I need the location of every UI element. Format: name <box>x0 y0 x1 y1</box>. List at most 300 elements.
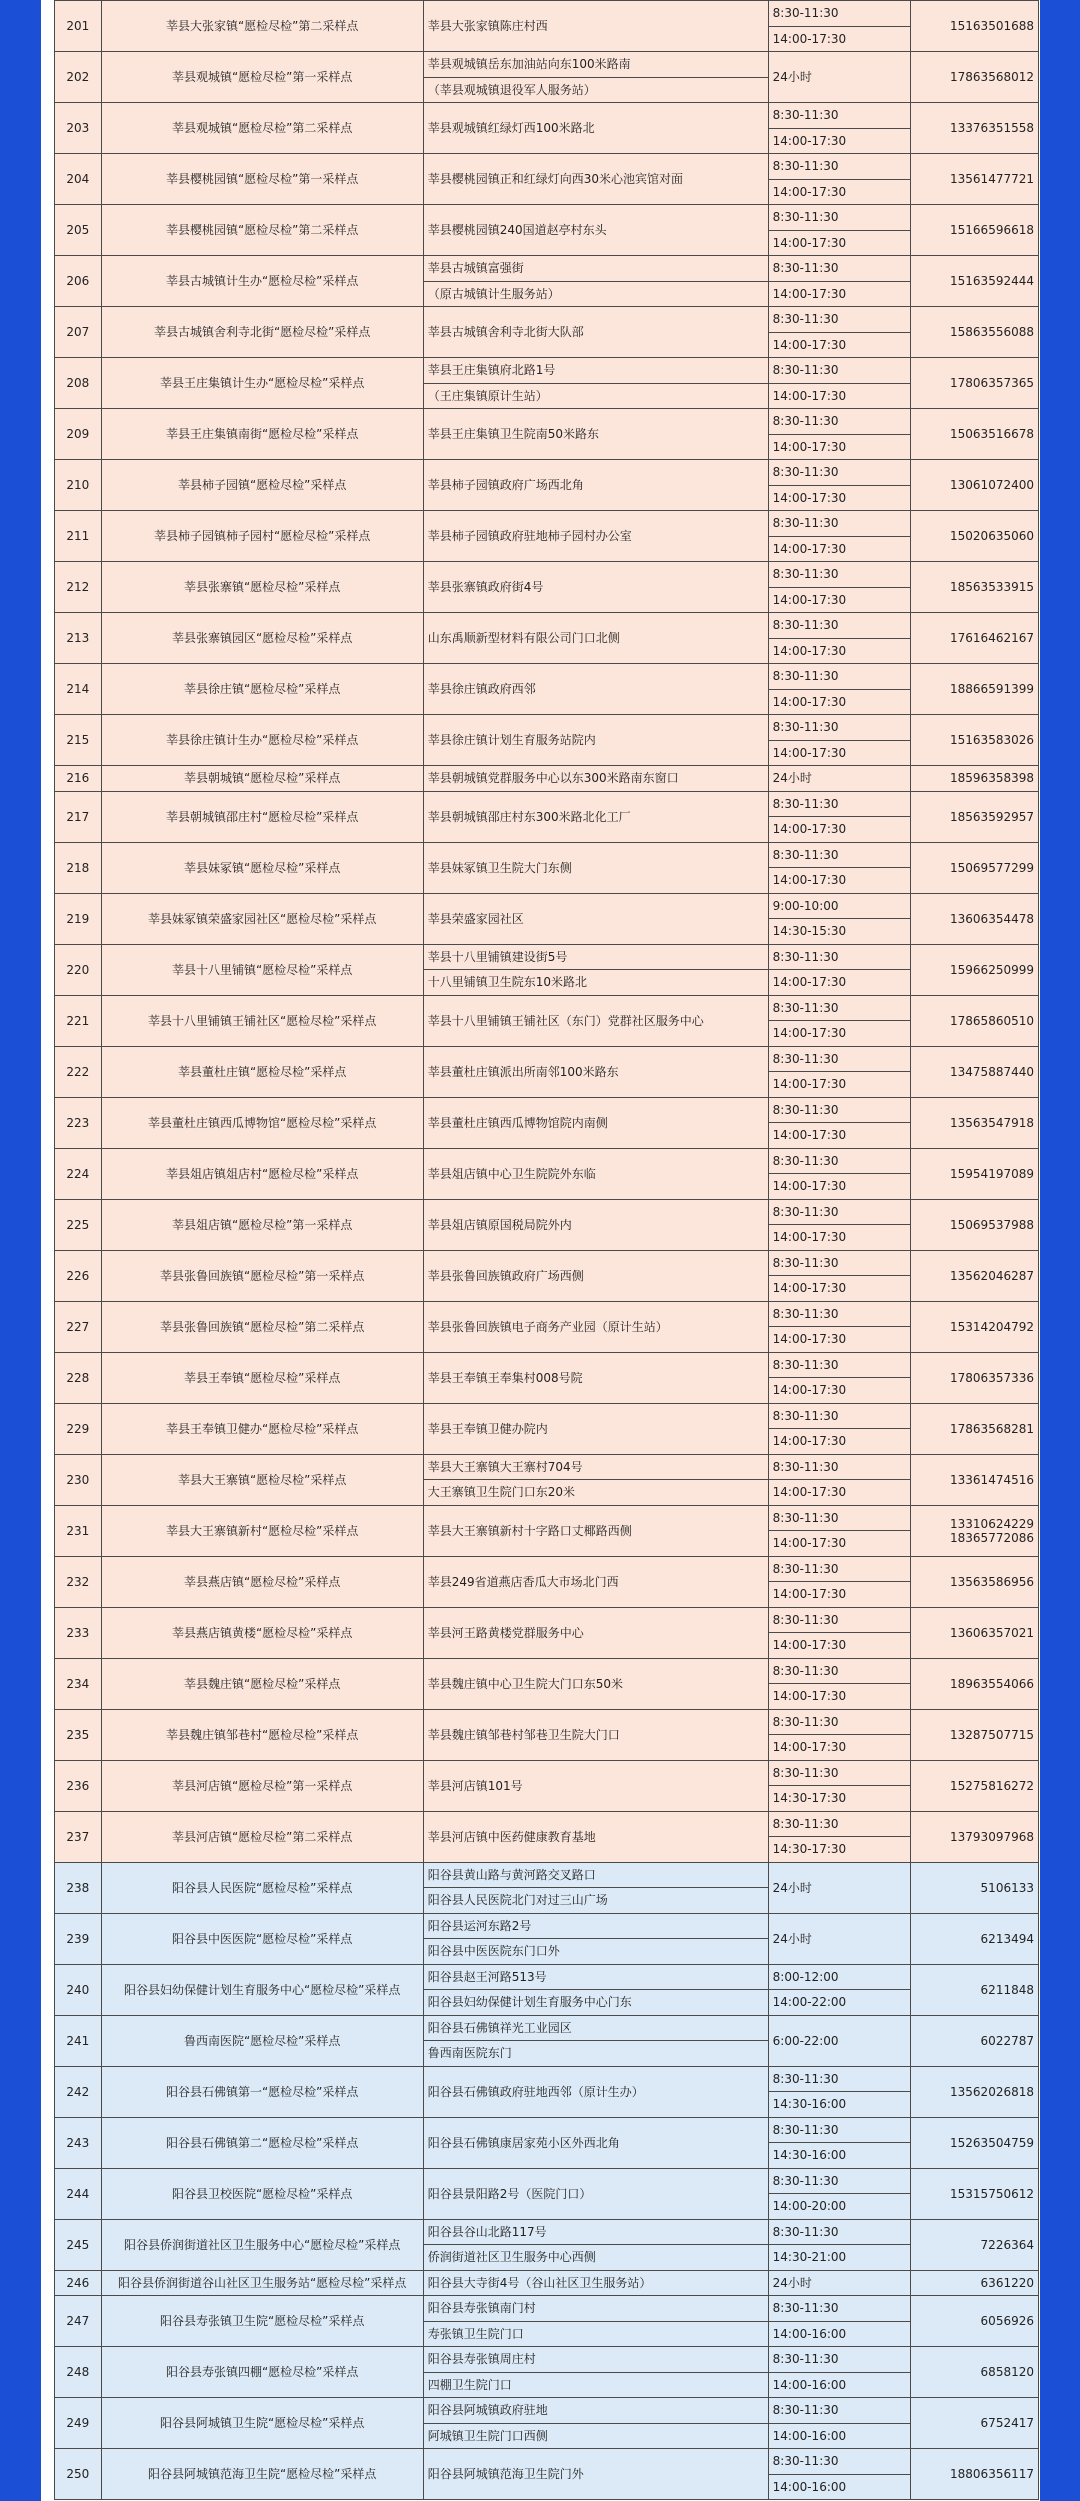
sampling-hours: 8:30-11:30 <box>768 1250 910 1276</box>
contact-phone: 13562046287 <box>910 1250 1038 1301</box>
contact-phone: 17863568281 <box>910 1403 1038 1454</box>
sampling-hours-afternoon: 14:00-17:30 <box>768 1225 910 1251</box>
site-name: 阳谷县寿张镇卫生院“愿检尽检”采样点 <box>101 2296 423 2347</box>
site-address: 莘县妹冢镇卫生院大门东侧 <box>423 842 768 893</box>
sampling-hours-afternoon: 14:00-17:30 <box>768 740 910 766</box>
table-row <box>55 1403 1039 1429</box>
table-row <box>55 307 1039 333</box>
sampling-hours-afternoon: 14:00-17:30 <box>768 281 910 307</box>
table-row <box>55 1964 1039 1990</box>
sampling-hours-afternoon: 14:00-17:30 <box>768 128 910 154</box>
sampling-hours: 8:30-11:30 <box>768 1607 910 1633</box>
row-number: 240 <box>55 1964 102 2015</box>
sampling-hours: 9:00-10:00 <box>768 893 910 919</box>
site-address: 莘县大王寨镇新村十字路口丈椰路西侧 <box>423 1505 768 1556</box>
site-name: 莘县张寨镇园区“愿检尽检”采样点 <box>101 613 423 664</box>
contact-phone: 15069577299 <box>910 842 1038 893</box>
table-row <box>55 944 1039 970</box>
site-address: 莘县樱桃园镇240国道赵亭村东头 <box>423 205 768 256</box>
table-row <box>55 460 1039 486</box>
sampling-hours-afternoon: 14:00-17:30 <box>768 689 910 715</box>
site-address: 莘县董杜庄镇派出所南邻100米路东 <box>423 1046 768 1097</box>
row-number: 228 <box>55 1352 102 1403</box>
site-address-line2: 寿张镇卫生院门口 <box>423 2321 768 2347</box>
contact-phone: 13361474516 <box>910 1454 1038 1505</box>
site-address: 莘县朝城镇邵庄村东300米路北化工厂 <box>423 791 768 842</box>
table-row <box>55 1454 1039 1480</box>
row-number: 226 <box>55 1250 102 1301</box>
contact-phone: 13475887440 <box>910 1046 1038 1097</box>
table-row <box>55 1097 1039 1123</box>
sampling-hours-afternoon: 14:30-16:00 <box>768 2143 910 2169</box>
site-address: 山东禹顺新型材料有限公司门口北侧 <box>423 613 768 664</box>
site-address: 莘县王奉镇王奉集村008号院 <box>423 1352 768 1403</box>
site-address: 莘县249省道燕店香瓜大市场北门西 <box>423 1556 768 1607</box>
site-address: 阳谷县景阳路2号（医院门口） <box>423 2168 768 2219</box>
sampling-hours: 8:30-11:30 <box>768 1403 910 1429</box>
table-row <box>55 562 1039 588</box>
sampling-hours: 8:30-11:30 <box>768 1352 910 1378</box>
table-row <box>55 2168 1039 2194</box>
sampling-hours: 8:30-11:30 <box>768 1454 910 1480</box>
sampling-hours: 8:30-11:30 <box>768 613 910 639</box>
sampling-hours-afternoon: 14:30-17:30 <box>768 1786 910 1812</box>
sampling-hours: 8:00-12:00 <box>768 1964 910 1990</box>
site-name: 莘县河店镇“愿检尽检”第二采样点 <box>101 1811 423 1862</box>
contact-phone: 6752417 <box>910 2398 1038 2449</box>
site-name: 莘县柿子园镇“愿检尽检”采样点 <box>101 460 423 511</box>
sampling-hours-afternoon: 14:00-17:30 <box>768 1735 910 1761</box>
site-name: 莘县徐庄镇计生办“愿检尽检”采样点 <box>101 715 423 766</box>
site-name: 阳谷县卫校医院“愿检尽检”采样点 <box>101 2168 423 2219</box>
sampling-hours-afternoon: 14:00-17:30 <box>768 970 910 996</box>
sampling-hours: 8:30-11:30 <box>768 2347 910 2373</box>
contact-phone: 17865860510 <box>910 995 1038 1046</box>
table-row <box>55 1352 1039 1378</box>
site-name: 莘县观城镇“愿检尽检”第一采样点 <box>101 52 423 103</box>
contact-phone: 13793097968 <box>910 1811 1038 1862</box>
table-row <box>55 1607 1039 1633</box>
sampling-hours-afternoon: 14:00-17:30 <box>768 1021 910 1047</box>
sampling-hours-afternoon: 14:00-17:30 <box>768 485 910 511</box>
site-address: 莘县朝城镇党群服务中心以东300米路南东窗口 <box>423 766 768 792</box>
row-number: 206 <box>55 256 102 307</box>
contact-phone: 15954197089 <box>910 1148 1038 1199</box>
table-row <box>55 766 1039 792</box>
site-address: 阳谷县石佛镇康居家苑小区外西北角 <box>423 2117 768 2168</box>
contact-phone: 18596358398 <box>910 766 1038 792</box>
contact-phone: 6211848 <box>910 1964 1038 2015</box>
sampling-hours: 24小时 <box>768 766 910 792</box>
contact-phone: 6361220 <box>910 2270 1038 2296</box>
site-name: 莘县樱桃园镇“愿检尽检”第一采样点 <box>101 154 423 205</box>
sampling-hours-afternoon: 14:00-17:30 <box>768 1276 910 1302</box>
table-row <box>55 256 1039 282</box>
sampling-hours-afternoon: 14:00-22:00 <box>768 1990 910 2016</box>
sampling-hours-afternoon: 14:00-17:30 <box>768 1429 910 1455</box>
table-row <box>55 1 1039 27</box>
sampling-hours: 8:30-11:30 <box>768 205 910 231</box>
sampling-hours: 8:30-11:30 <box>768 1811 910 1837</box>
sampling-hours-afternoon: 14:30-21:00 <box>768 2245 910 2271</box>
contact-phone: 6858120 <box>910 2347 1038 2398</box>
site-name: 阳谷县人民医院“愿检尽检”采样点 <box>101 1862 423 1913</box>
site-name: 莘县观城镇“愿检尽检”第二采样点 <box>101 103 423 154</box>
row-number: 243 <box>55 2117 102 2168</box>
table-row <box>55 1505 1039 1531</box>
table-row <box>55 2398 1039 2424</box>
site-name: 莘县魏庄镇“愿检尽检”采样点 <box>101 1658 423 1709</box>
row-number: 218 <box>55 842 102 893</box>
sampling-hours: 8:30-11:30 <box>768 1760 910 1786</box>
row-number: 246 <box>55 2270 102 2296</box>
row-number: 236 <box>55 1760 102 1811</box>
site-name: 莘县王奉镇“愿检尽检”采样点 <box>101 1352 423 1403</box>
row-number: 219 <box>55 893 102 944</box>
table-row <box>55 205 1039 231</box>
contact-phone: 13287507715 <box>910 1709 1038 1760</box>
contact-phone: 6022787 <box>910 2015 1038 2066</box>
site-name: 莘县妹冢镇荣盛家园社区“愿检尽检”采样点 <box>101 893 423 944</box>
row-number: 214 <box>55 664 102 715</box>
table-row <box>55 1760 1039 1786</box>
contact-phone: 18563533915 <box>910 562 1038 613</box>
row-number: 239 <box>55 1913 102 1964</box>
table-row <box>55 2347 1039 2373</box>
contact-phone: 15314204792 <box>910 1301 1038 1352</box>
table-row <box>55 1556 1039 1582</box>
sampling-hours-afternoon: 14:00-17:30 <box>768 434 910 460</box>
site-address: 莘县观城镇红绿灯西100米路北 <box>423 103 768 154</box>
site-name: 莘县俎店镇“愿检尽检”第一采样点 <box>101 1199 423 1250</box>
site-address: 莘县河店镇中医药健康教育基地 <box>423 1811 768 1862</box>
sampling-hours: 8:30-11:30 <box>768 103 910 129</box>
site-name: 莘县大王寨镇“愿检尽检”采样点 <box>101 1454 423 1505</box>
sampling-hours: 8:30-11:30 <box>768 995 910 1021</box>
site-name: 阳谷县侨润街道谷山社区卫生服务站“愿检尽检”采样点 <box>101 2270 423 2296</box>
site-name: 莘县张寨镇“愿检尽检”采样点 <box>101 562 423 613</box>
site-address: 莘县俎店镇原国税局院外内 <box>423 1199 768 1250</box>
row-number: 244 <box>55 2168 102 2219</box>
contact-phone: 5106133 <box>910 1862 1038 1913</box>
site-address: 莘县荣盛家园社区 <box>423 893 768 944</box>
contact-phone: 15063516678 <box>910 409 1038 460</box>
site-name: 莘县王奉镇卫健办“愿检尽检”采样点 <box>101 1403 423 1454</box>
site-address: 阳谷县阿城镇范海卫生院门外 <box>423 2449 768 2500</box>
sampling-hours: 8:30-11:30 <box>768 1199 910 1225</box>
contact-phone: 18563592957 <box>910 791 1038 842</box>
row-number: 230 <box>55 1454 102 1505</box>
contact-phone: 6056926 <box>910 2296 1038 2347</box>
site-address: 莘县张寨镇政府街4号 <box>423 562 768 613</box>
contact-phone: 13561477721 <box>910 154 1038 205</box>
row-number: 208 <box>55 358 102 409</box>
row-number: 233 <box>55 1607 102 1658</box>
contact-phone: 18963554066 <box>910 1658 1038 1709</box>
sampling-hours: 8:30-11:30 <box>768 715 910 741</box>
contact-phone: 15263504759 <box>910 2117 1038 2168</box>
sampling-hours: 8:30-11:30 <box>768 2296 910 2322</box>
site-name: 莘县大张家镇“愿检尽检”第二采样点 <box>101 1 423 52</box>
sampling-hours-afternoon: 14:00-17:30 <box>768 230 910 256</box>
row-number: 248 <box>55 2347 102 2398</box>
site-address-line2: 鲁西南医院东门 <box>423 2041 768 2067</box>
contact-phone: 15863556088 <box>910 307 1038 358</box>
contact-phone: 13606354478 <box>910 893 1038 944</box>
site-name: 莘县董杜庄镇“愿检尽检”采样点 <box>101 1046 423 1097</box>
site-address-line2: 阳谷县妇幼保健计划生育服务中心门东 <box>423 1990 768 2016</box>
site-name: 莘县魏庄镇邹巷村“愿检尽检”采样点 <box>101 1709 423 1760</box>
site-address: 莘县魏庄镇邹巷村邹巷卫生院大门口 <box>423 1709 768 1760</box>
sampling-hours-afternoon: 14:00-17:30 <box>768 1684 910 1710</box>
row-number: 238 <box>55 1862 102 1913</box>
sampling-hours-afternoon: 14:00-17:30 <box>768 1633 910 1659</box>
site-name: 莘县张鲁回族镇“愿检尽检”第一采样点 <box>101 1250 423 1301</box>
sampling-hours-afternoon: 14:30-17:30 <box>768 1837 910 1863</box>
contact-phone: 13061072400 <box>910 460 1038 511</box>
contact-phone: 7226364 <box>910 2219 1038 2270</box>
contact-phone: 17616462167 <box>910 613 1038 664</box>
row-number: 245 <box>55 2219 102 2270</box>
table-row <box>55 1862 1039 1888</box>
row-number: 223 <box>55 1097 102 1148</box>
sampling-hours-afternoon: 14:00-17:30 <box>768 587 910 613</box>
site-address: 阳谷县大寺街4号（谷山社区卫生服务站） <box>423 2270 768 2296</box>
site-address: 莘县观城镇岳东加油站向东100米路南 <box>423 52 768 78</box>
sampling-hours: 8:30-11:30 <box>768 256 910 282</box>
table-row <box>55 2219 1039 2245</box>
site-address-line2: 阳谷县中医医院东门口外 <box>423 1939 768 1965</box>
site-name: 阳谷县石佛镇第二“愿检尽检”采样点 <box>101 2117 423 2168</box>
sampling-hours: 8:30-11:30 <box>768 2449 910 2475</box>
contact-phone: 17806357336 <box>910 1352 1038 1403</box>
table-row <box>55 1199 1039 1225</box>
table-row <box>55 1148 1039 1174</box>
table-row <box>55 995 1039 1021</box>
sampling-hours-afternoon: 14:00-17:30 <box>768 1072 910 1098</box>
sampling-hours: 8:30-11:30 <box>768 1046 910 1072</box>
contact-phone: 6213494 <box>910 1913 1038 1964</box>
site-name: 莘县燕店镇黄楼“愿检尽检”采样点 <box>101 1607 423 1658</box>
sampling-hours-afternoon: 14:00-17:30 <box>768 1174 910 1200</box>
site-name: 莘县燕店镇“愿检尽检”采样点 <box>101 1556 423 1607</box>
sampling-hours: 8:30-11:30 <box>768 1505 910 1531</box>
contact-phone: 15069537988 <box>910 1199 1038 1250</box>
row-number: 216 <box>55 766 102 792</box>
sampling-hours-afternoon: 14:00-17:30 <box>768 179 910 205</box>
row-number: 207 <box>55 307 102 358</box>
contact-phone: 15315750612 <box>910 2168 1038 2219</box>
contact-phone: 15163583026 <box>910 715 1038 766</box>
sampling-hours: 8:30-11:30 <box>768 791 910 817</box>
table-row <box>55 2449 1039 2475</box>
site-address: 莘县王庄集镇卫生院南50米路东 <box>423 409 768 460</box>
sampling-hours-afternoon: 14:00-17:30 <box>768 638 910 664</box>
site-address: 莘县河王路黄楼党群服务中心 <box>423 1607 768 1658</box>
site-name: 阳谷县中医医院“愿检尽检”采样点 <box>101 1913 423 1964</box>
site-address: 莘县董杜庄镇西瓜博物馆院内南侧 <box>423 1097 768 1148</box>
site-address-line2: （原古城镇计生服务站） <box>423 281 768 307</box>
table-row <box>55 664 1039 690</box>
site-name: 莘县俎店镇俎店村“愿检尽检”采样点 <box>101 1148 423 1199</box>
site-name: 莘县张鲁回族镇“愿检尽检”第二采样点 <box>101 1301 423 1352</box>
site-name: 莘县柿子园镇柿子园村“愿检尽检”采样点 <box>101 511 423 562</box>
row-number: 229 <box>55 1403 102 1454</box>
sampling-hours-afternoon: 14:30-16:00 <box>768 2092 910 2118</box>
site-address: 莘县柿子园镇政府驻地柿子园村办公室 <box>423 511 768 562</box>
site-name: 莘县朝城镇邵庄村“愿检尽检”采样点 <box>101 791 423 842</box>
sampling-hours: 8:30-11:30 <box>768 944 910 970</box>
sampling-hours-afternoon: 14:00-16:00 <box>768 2372 910 2398</box>
site-address: 莘县樱桃园镇正和红绿灯向西30米心池宾馆对面 <box>423 154 768 205</box>
row-number: 204 <box>55 154 102 205</box>
table-row <box>55 1811 1039 1837</box>
sampling-hours: 8:30-11:30 <box>768 2066 910 2092</box>
site-name: 阳谷县阿城镇范海卫生院“愿检尽检”采样点 <box>101 2449 423 2500</box>
row-number: 211 <box>55 511 102 562</box>
table-row <box>55 52 1039 78</box>
site-address: 阳谷县运河东路2号 <box>423 1913 768 1939</box>
sampling-hours-afternoon: 14:00-16:00 <box>768 2474 910 2500</box>
site-address: 阳谷县谷山北路117号 <box>423 2219 768 2245</box>
sampling-hours: 24小时 <box>768 1862 910 1913</box>
site-address: 阳谷县黄山路与黄河路交叉路口 <box>423 1862 768 1888</box>
sampling-hours: 8:30-11:30 <box>768 409 910 435</box>
sampling-hours-afternoon: 14:00-16:00 <box>768 2321 910 2347</box>
site-address: 莘县魏庄镇中心卫生院大门口东50米 <box>423 1658 768 1709</box>
sampling-hours-afternoon: 14:00-17:30 <box>768 1378 910 1404</box>
sampling-hours: 8:30-11:30 <box>768 358 910 384</box>
site-address-line2: 阿城镇卫生院门口西侧 <box>423 2423 768 2449</box>
row-number: 237 <box>55 1811 102 1862</box>
sampling-hours-afternoon: 14:00-20:00 <box>768 2194 910 2220</box>
contact-phone: 13563547918 <box>910 1097 1038 1148</box>
row-number: 203 <box>55 103 102 154</box>
sampling-hours-afternoon: 14:00-17:30 <box>768 1327 910 1353</box>
sampling-hours: 8:30-11:30 <box>768 562 910 588</box>
row-number: 212 <box>55 562 102 613</box>
table-row <box>55 1301 1039 1327</box>
sampling-hours: 8:30-11:30 <box>768 1709 910 1735</box>
sampling-hours-afternoon: 14:00-17:30 <box>768 868 910 894</box>
sampling-hours: 8:30-11:30 <box>768 307 910 333</box>
site-name: 阳谷县妇幼保健计划生育服务中心“愿检尽检”采样点 <box>101 1964 423 2015</box>
site-name: 莘县古城镇舍利寺北街“愿检尽检”采样点 <box>101 307 423 358</box>
sampling-hours-afternoon: 14:00-17:30 <box>768 26 910 52</box>
site-address: 莘县张鲁回族镇电子商务产业园（原计生站） <box>423 1301 768 1352</box>
site-name: 鲁西南医院“愿检尽检”采样点 <box>101 2015 423 2066</box>
table-row <box>55 791 1039 817</box>
sampling-hours-afternoon: 14:00-17:30 <box>768 1480 910 1506</box>
row-number: 215 <box>55 715 102 766</box>
contact-phone: 15163501688 <box>910 1 1038 52</box>
site-address: 莘县十八里铺镇王铺社区（东门）党群社区服务中心 <box>423 995 768 1046</box>
sampling-hours: 24小时 <box>768 1913 910 1964</box>
row-number: 201 <box>55 1 102 52</box>
contact-phone: 15166596618 <box>910 205 1038 256</box>
site-address: 莘县河店镇101号 <box>423 1760 768 1811</box>
table-row <box>55 715 1039 741</box>
row-number: 227 <box>55 1301 102 1352</box>
sampling-hours-afternoon: 14:00-17:30 <box>768 536 910 562</box>
site-name: 莘县朝城镇“愿检尽检”采样点 <box>101 766 423 792</box>
table-row <box>55 2066 1039 2092</box>
row-number: 225 <box>55 1199 102 1250</box>
site-name: 莘县十八里铺镇“愿检尽检”采样点 <box>101 944 423 995</box>
contact-phone: 17863568012 <box>910 52 1038 103</box>
table-row <box>55 1250 1039 1276</box>
sampling-hours-afternoon: 14:00-16:00 <box>768 2423 910 2449</box>
table-row <box>55 409 1039 435</box>
site-address: 阳谷县石佛镇政府驻地西邻（原计生办） <box>423 2066 768 2117</box>
contact-phone: 15966250999 <box>910 944 1038 995</box>
site-address: 莘县王奉镇卫健办院内 <box>423 1403 768 1454</box>
site-address: 莘县古城镇富强街 <box>423 256 768 282</box>
sampling-hours: 6:00-22:00 <box>768 2015 910 2066</box>
row-number: 209 <box>55 409 102 460</box>
contact-phone: 18866591399 <box>910 664 1038 715</box>
contact-phone: 15163592444 <box>910 256 1038 307</box>
table-row <box>55 1658 1039 1684</box>
row-number: 249 <box>55 2398 102 2449</box>
site-address-line2: 十八里铺镇卫生院东10米路北 <box>423 970 768 996</box>
sampling-hours: 8:30-11:30 <box>768 2168 910 2194</box>
site-address-line2: 四棚卫生院门口 <box>423 2372 768 2398</box>
row-number: 221 <box>55 995 102 1046</box>
site-address: 阳谷县赵王河路513号 <box>423 1964 768 1990</box>
row-number: 232 <box>55 1556 102 1607</box>
row-number: 247 <box>55 2296 102 2347</box>
contact-phone: 18806356117 <box>910 2449 1038 2500</box>
site-name: 阳谷县石佛镇第一“愿检尽检”采样点 <box>101 2066 423 2117</box>
table-row <box>55 358 1039 384</box>
site-address: 莘县徐庄镇计划生育服务站院内 <box>423 715 768 766</box>
site-name: 阳谷县寿张镇四棚“愿检尽检”采样点 <box>101 2347 423 2398</box>
row-number: 220 <box>55 944 102 995</box>
contact-phone: 13310624229 18365772086 <box>910 1505 1038 1556</box>
site-address: 莘县大张家镇陈庄村西 <box>423 1 768 52</box>
row-number: 241 <box>55 2015 102 2066</box>
sampling-hours: 8:30-11:30 <box>768 2219 910 2245</box>
site-address-line2: 大王寨镇卫生院门口东20米 <box>423 1480 768 1506</box>
row-number: 224 <box>55 1148 102 1199</box>
contact-phone: 13562026818 <box>910 2066 1038 2117</box>
row-number: 205 <box>55 205 102 256</box>
site-address-line2: （王庄集镇原计生站） <box>423 383 768 409</box>
row-number: 222 <box>55 1046 102 1097</box>
contact-phone: 17806357365 <box>910 358 1038 409</box>
table-row <box>55 2015 1039 2041</box>
contact-phone: 15020635060 <box>910 511 1038 562</box>
table-row <box>55 893 1039 919</box>
site-name: 莘县古城镇计生办“愿检尽检”采样点 <box>101 256 423 307</box>
site-address: 阳谷县寿张镇南门村 <box>423 2296 768 2322</box>
site-address-line2: （莘县观城镇退役军人服务站） <box>423 77 768 103</box>
site-address: 莘县张鲁回族镇政府广场西侧 <box>423 1250 768 1301</box>
row-number: 217 <box>55 791 102 842</box>
table-row <box>55 842 1039 868</box>
site-address: 莘县柿子园镇政府广场西北角 <box>423 460 768 511</box>
sampling-hours-afternoon: 14:00-17:30 <box>768 817 910 843</box>
site-address-line2: 侨润街道社区卫生服务中心西侧 <box>423 2245 768 2271</box>
sampling-hours: 24小时 <box>768 2270 910 2296</box>
contact-phone: 15275816272 <box>910 1760 1038 1811</box>
row-number: 235 <box>55 1709 102 1760</box>
site-address: 莘县王庄集镇府北路1号 <box>423 358 768 384</box>
table-row <box>55 1046 1039 1072</box>
sampling-hours-afternoon: 14:00-17:30 <box>768 1123 910 1149</box>
sampling-hours: 8:30-11:30 <box>768 664 910 690</box>
